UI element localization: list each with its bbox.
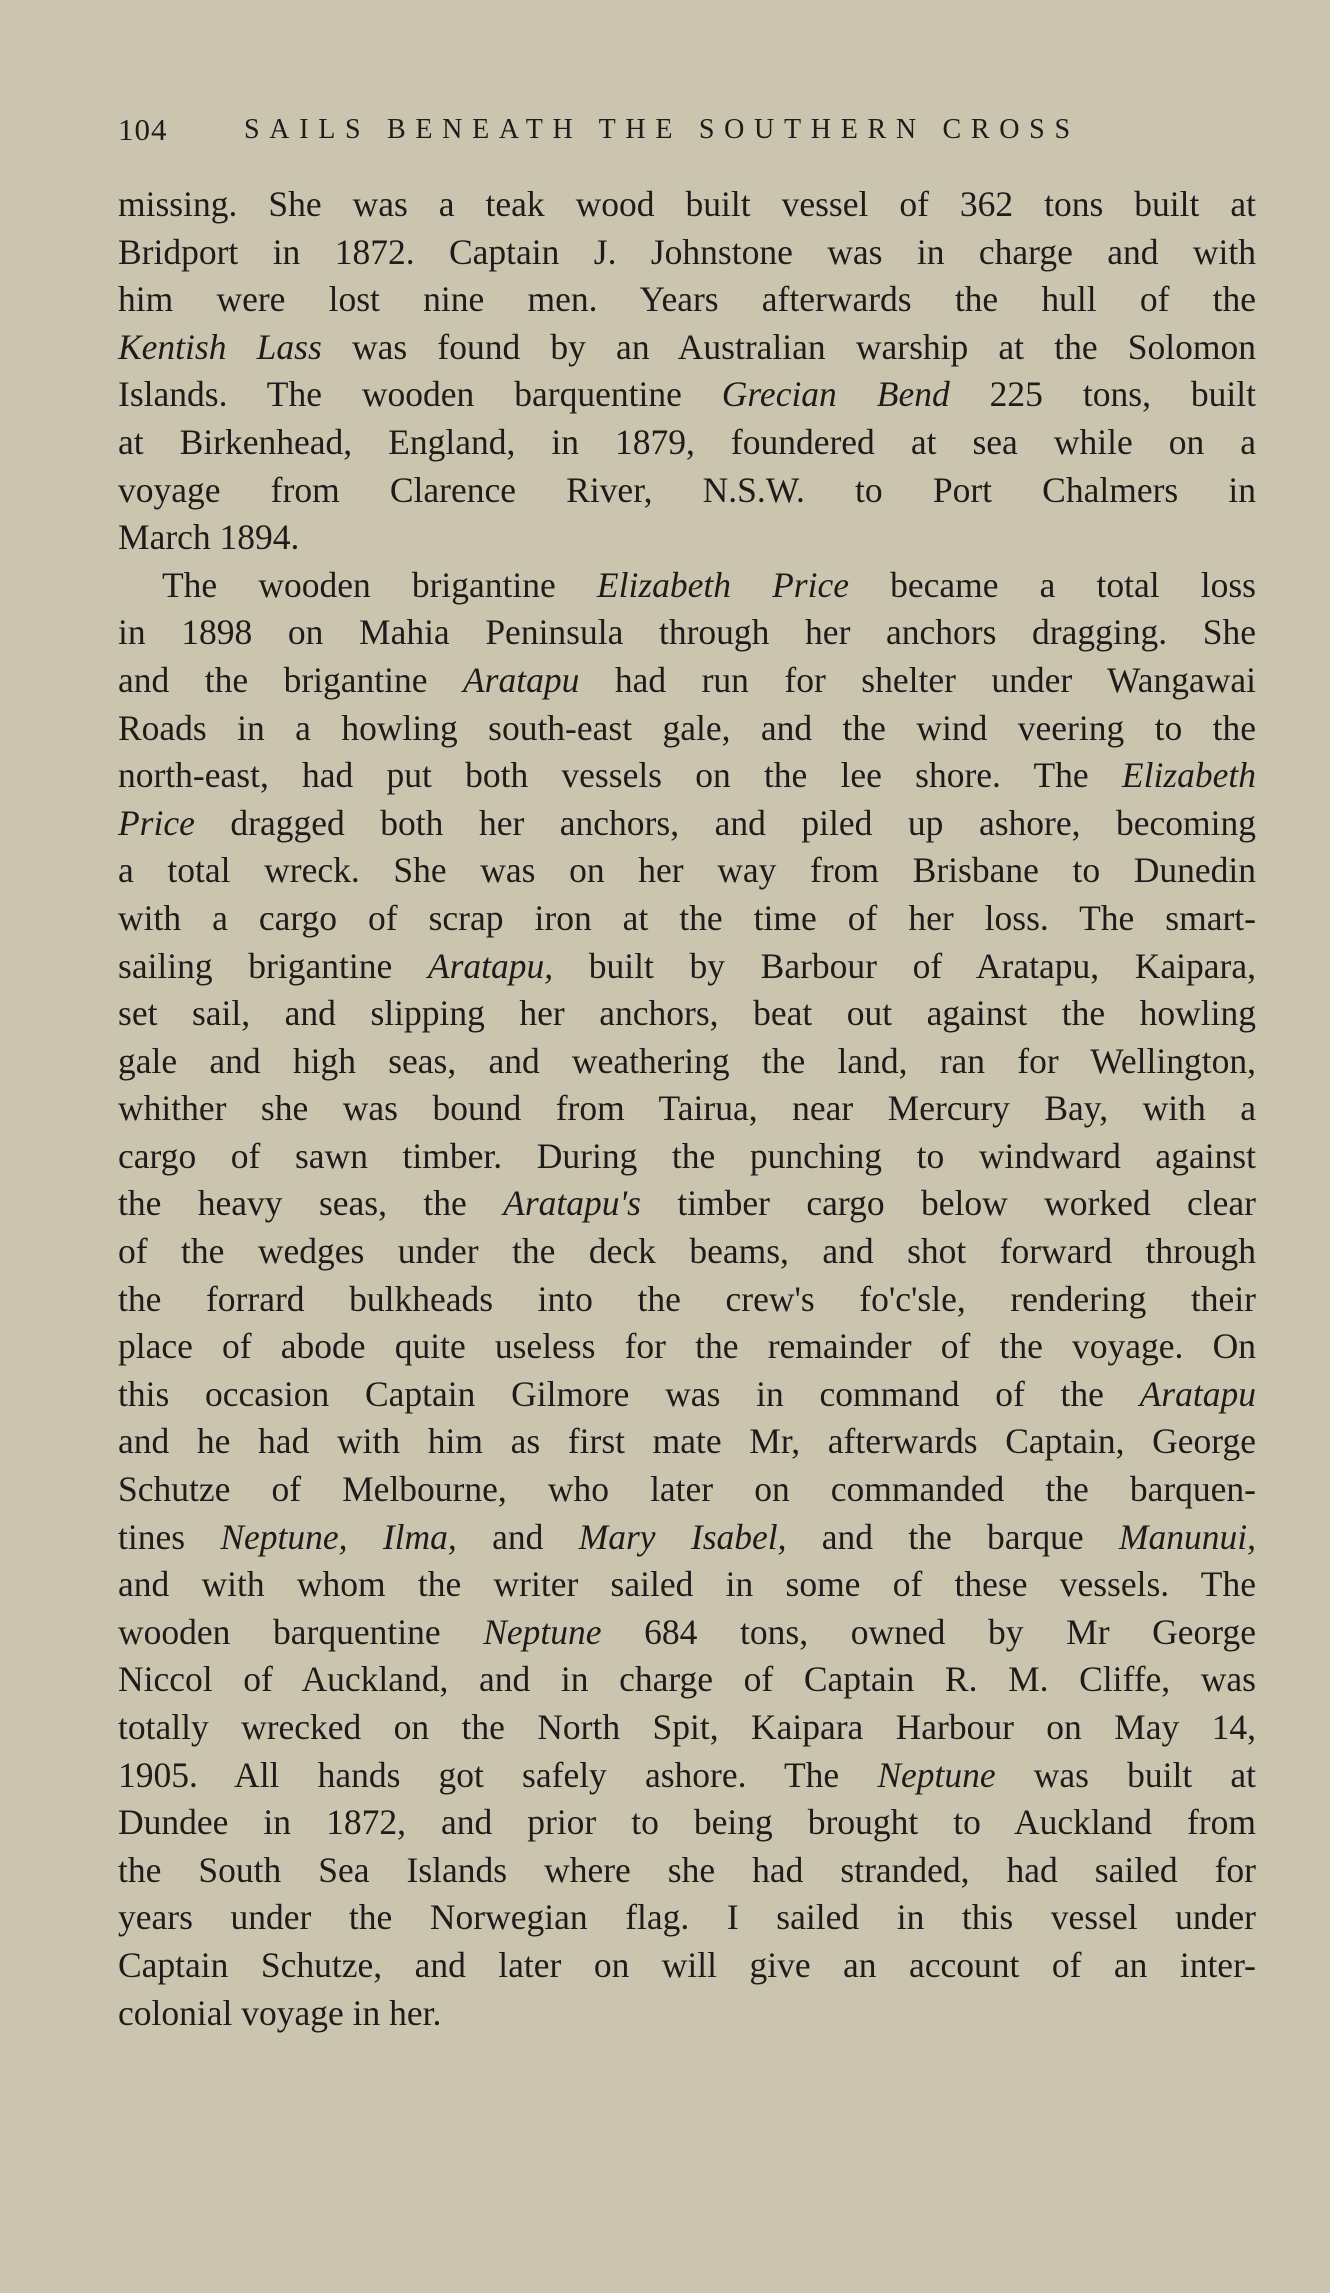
text-line: [118, 1609, 1256, 1657]
text-line: [118, 705, 1256, 753]
text-segment: Bridport in 1872. Captain J. Johnstone was in charge and with: [118, 231, 1256, 272]
text-segment: and the brigantine: [118, 659, 463, 700]
text-line: [118, 324, 1256, 372]
text-segment: timber cargo below worked clear: [640, 1183, 1256, 1224]
text-line: [118, 1656, 1256, 1704]
italic-vessel-name: Elizabeth: [1121, 755, 1256, 796]
text-segment: north-east, had put both vessels on the lee shore. The: [118, 755, 1122, 796]
text-line: [118, 1371, 1256, 1419]
text-segment: 1905. All hands got safely ashore. The: [118, 1754, 878, 1795]
text-segment: this occasion Captain Gilmore was in command of the: [118, 1373, 1140, 1414]
text-line: [118, 562, 1256, 610]
text-line: [118, 609, 1256, 657]
text-segment: a total wreck. She was on her way from Brisbane to Dunedin: [118, 850, 1256, 891]
text-segment: Roads in a howling south-east gale, and the wind veering to the: [118, 707, 1256, 748]
text-segment: the South Sea Islands where she had stranded, had sailed for: [118, 1849, 1256, 1890]
text-segment: tines: [118, 1516, 221, 1557]
text-line: [118, 1323, 1256, 1371]
body-text: [118, 181, 1256, 2037]
text-segment: cargo of sawn timber. During the punching to windward against: [118, 1135, 1256, 1176]
text-line: [118, 1990, 1256, 2038]
text-segment: became a total loss: [849, 564, 1256, 605]
text-segment: Schutze of Melbourne, who later on commanded the barquen-: [118, 1469, 1256, 1510]
text-line: [118, 371, 1256, 419]
text-segment: 684 tons, owned by Mr George: [601, 1611, 1256, 1652]
text-line: [118, 1228, 1256, 1276]
text-segment: totally wrecked on the North Spit, Kaipara Harbour on May 14,: [118, 1707, 1256, 1747]
italic-vessel-name: Aratapu: [1139, 1373, 1256, 1414]
text-segment: with a cargo of scrap iron at the time of her loss. The smart-: [118, 897, 1256, 938]
italic-vessel-name: Manunui,: [1118, 1516, 1256, 1557]
text-segment: The wooden brigantine: [162, 564, 597, 605]
text-line: [118, 990, 1256, 1038]
running-head: [118, 106, 1198, 154]
text-line: [118, 229, 1256, 277]
text-line: [118, 752, 1256, 800]
text-line: [118, 1180, 1256, 1228]
text-line: [118, 181, 1256, 229]
text-segment: colonial voyage in her.: [118, 1992, 442, 2033]
text-line: [118, 1799, 1256, 1847]
text-segment: and with whom the writer sailed in some of these vessels. The: [118, 1564, 1256, 1605]
italic-vessel-name: Grecian Bend: [721, 374, 950, 415]
text-segment: Captain Schutze, and later on will give an account of an inter-: [118, 1944, 1256, 1985]
text-line: [118, 467, 1256, 515]
italic-vessel-name: Neptune, Ilma,: [220, 1516, 457, 1557]
text-segment: voyage from Clarence River, N.S.W. to Port Chalmers in: [118, 469, 1256, 510]
text-segment: set sail, and slipping her anchors, beat out against the howling: [118, 993, 1256, 1034]
text-segment: the forrard bulkheads into the crew's fo'c'sle, rendering their: [118, 1278, 1256, 1319]
text-segment: had run for shelter under Wangawai: [579, 659, 1256, 700]
text-line: [118, 1133, 1256, 1181]
italic-vessel-name: Mary Isabel,: [578, 1516, 787, 1557]
text-line: [118, 1752, 1256, 1800]
text-line: [118, 800, 1256, 848]
italic-vessel-name: Aratapu,: [427, 945, 554, 986]
text-segment: and he had with him as first mate Mr, afterwards Captain, George: [118, 1421, 1256, 1462]
text-line: [118, 1704, 1256, 1752]
italic-vessel-name: Elizabeth Price: [596, 564, 849, 605]
italic-vessel-name: Kentish Lass: [118, 326, 322, 367]
italic-vessel-name: Price: [118, 802, 195, 843]
text-line: [118, 1561, 1256, 1609]
text-line: [118, 514, 1256, 562]
text-line: [118, 1942, 1256, 1990]
italic-vessel-name: Neptune: [483, 1611, 602, 1652]
text-line: [118, 1038, 1256, 1086]
text-segment: built by Barbour of Aratapu, Kaipara,: [553, 945, 1256, 986]
page-number: 104: [118, 112, 168, 147]
text-line: [118, 657, 1256, 705]
italic-vessel-name: Aratapu: [463, 659, 580, 700]
text-line: [118, 419, 1256, 467]
running-title: SAILS BENEATH THE SOUTHERN CROSS: [244, 114, 1080, 145]
text-segment: Dundee in 1872, and prior to being brought to Auckland from: [118, 1802, 1256, 1843]
text-segment: whither she was bound from Tairua, near Mercury Bay, with a: [118, 1088, 1256, 1129]
text-segment: Niccol of Auckland, and in charge of Captain R. M. Cliffe, was: [118, 1659, 1256, 1700]
text-segment: years under the Norwegian flag. I sailed in this vessel under: [118, 1897, 1256, 1938]
text-line: [118, 276, 1256, 324]
text-segment: was built at: [995, 1754, 1256, 1795]
text-segment: and the barque: [786, 1516, 1119, 1557]
text-segment: was found by an Australian warship at the Solomon: [321, 326, 1256, 367]
italic-vessel-name: Neptune: [877, 1754, 996, 1795]
text-line: [118, 943, 1256, 991]
text-line: [118, 895, 1256, 943]
text-segment: March 1894.: [118, 517, 300, 558]
text-segment: of the wedges under the deck beams, and shot forward through: [118, 1231, 1256, 1272]
text-segment: 225 tons, built: [949, 374, 1256, 415]
text-segment: wooden barquentine: [118, 1611, 484, 1652]
text-line: [118, 1466, 1256, 1514]
text-segment: in 1898 on Mahia Peninsula through her anchors dragging. She: [118, 612, 1256, 653]
text-segment: place of abode quite useless for the remainder of the voyage. On: [118, 1326, 1256, 1367]
text-segment: the heavy seas, the: [118, 1183, 504, 1224]
text-line: [118, 1847, 1256, 1895]
text-segment: and: [456, 1516, 579, 1557]
text-segment: him were lost nine men. Years afterwards the hull of the: [118, 279, 1256, 320]
text-segment: sailing brigantine: [118, 945, 428, 986]
text-line: [118, 1085, 1256, 1133]
italic-vessel-name: Aratapu's: [503, 1183, 641, 1224]
text-line: [118, 1894, 1256, 1942]
text-segment: Islands. The wooden barquentine: [118, 374, 722, 415]
text-line: [118, 1514, 1256, 1562]
text-line: [118, 847, 1256, 895]
text-line: [118, 1418, 1256, 1466]
text-line: [118, 1276, 1256, 1324]
text-segment: at Birkenhead, England, in 1879, foundered at sea while on a: [118, 421, 1256, 462]
text-segment: gale and high seas, and weathering the land, ran for Wellington,: [118, 1040, 1256, 1081]
text-segment: dragged both her anchors, and piled up ashore, becoming: [194, 802, 1256, 843]
text-segment: missing. She was a teak wood built vessel of 362 tons built at: [118, 184, 1256, 224]
